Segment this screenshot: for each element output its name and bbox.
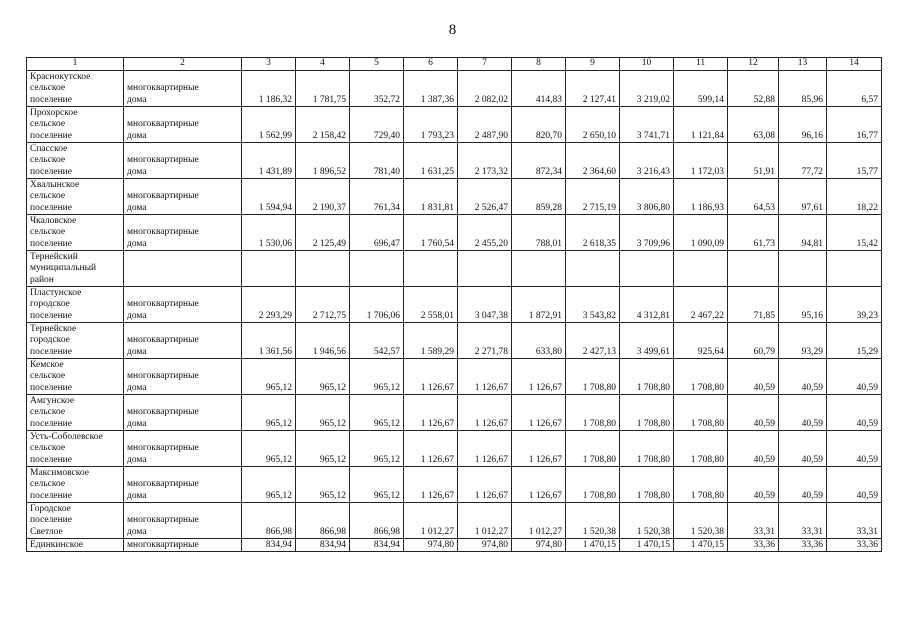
value-cell-col-9: 2 364,60 (566, 143, 620, 179)
table-row (27, 395, 882, 431)
table-row (27, 71, 882, 107)
value-cell-col-5: 965,12 (350, 395, 404, 431)
settlement-name-cell: Краснокутское сельское поселение (27, 71, 124, 107)
value-cell-col-10: 3 741,71 (620, 107, 674, 143)
table-row (27, 323, 882, 359)
value-cell-col-13: 93,29 (779, 323, 827, 359)
value-cell-col-14: 18,22 (827, 179, 882, 215)
column-header-14: 14 (827, 58, 882, 71)
value-cell-col-7: 2 455,20 (458, 215, 512, 251)
value-cell-col-9: 1 708,80 (566, 395, 620, 431)
housing-type-cell: многоквартирные дома (124, 143, 242, 179)
table-row (27, 179, 882, 215)
value-cell-col-5: 781,40 (350, 143, 404, 179)
value-cell-col-13: 40,59 (779, 467, 827, 503)
housing-type-cell: многоквартирные (124, 539, 242, 552)
value-cell-col-11: 599,14 (674, 71, 728, 107)
value-cell-col-8: 872,34 (512, 143, 566, 179)
settlement-name-cell: Максимовское сельское поселение (27, 467, 124, 503)
column-header-5: 5 (350, 58, 404, 71)
value-cell-col-11: 925,64 (674, 323, 728, 359)
value-cell-col-11: 1 172,03 (674, 143, 728, 179)
value-cell-col-11: 1 708,80 (674, 467, 728, 503)
settlement-name-cell: Прохорское сельское поселение (27, 107, 124, 143)
value-cell-col-9: 2 127,41 (566, 71, 620, 107)
value-cell-col-10: 1 708,80 (620, 467, 674, 503)
value-cell-col-5: 834,94 (350, 539, 404, 552)
value-cell-col-13: 40,59 (779, 395, 827, 431)
value-cell-col-7: 2 082,02 (458, 71, 512, 107)
table-body (27, 71, 882, 552)
value-cell-col-14 (827, 251, 882, 287)
value-cell-col-3: 2 293,29 (242, 287, 296, 323)
value-cell-col-12: 40,59 (728, 467, 779, 503)
value-cell-col-12 (728, 251, 779, 287)
value-cell-col-9: 2 650,10 (566, 107, 620, 143)
value-cell-col-13: 85,96 (779, 71, 827, 107)
value-cell-col-6: 1 126,67 (404, 467, 458, 503)
housing-type-cell: многоквартирные дома (124, 431, 242, 467)
tariff-table (26, 57, 882, 552)
column-header-9: 9 (566, 58, 620, 71)
value-cell-col-3: 1 431,89 (242, 143, 296, 179)
table-row (27, 215, 882, 251)
value-cell-col-7: 974,80 (458, 539, 512, 552)
value-cell-col-7: 2 526,47 (458, 179, 512, 215)
housing-type-cell: многоквартирные дома (124, 215, 242, 251)
table-row (27, 287, 882, 323)
value-cell-col-3: 965,12 (242, 359, 296, 395)
value-cell-col-7: 2 271,78 (458, 323, 512, 359)
value-cell-col-7: 1 126,67 (458, 395, 512, 431)
value-cell-col-9: 1 708,80 (566, 359, 620, 395)
value-cell-col-5: 965,12 (350, 467, 404, 503)
settlement-name-cell: Чкаловское сельское поселение (27, 215, 124, 251)
value-cell-col-9: 3 543,82 (566, 287, 620, 323)
value-cell-col-3: 1 594,94 (242, 179, 296, 215)
value-cell-col-7: 3 047,38 (458, 287, 512, 323)
value-cell-col-10: 3 499,61 (620, 323, 674, 359)
column-header-1: 1 (27, 58, 124, 71)
value-cell-col-12: 71,85 (728, 287, 779, 323)
value-cell-col-3: 965,12 (242, 395, 296, 431)
value-cell-col-11: 1 121,84 (674, 107, 728, 143)
value-cell-col-8 (512, 251, 566, 287)
value-cell-col-4: 965,12 (296, 431, 350, 467)
header-row (27, 58, 882, 71)
column-header-10: 10 (620, 58, 674, 71)
housing-type-cell: многоквартирные дома (124, 359, 242, 395)
value-cell-col-10: 3 709,96 (620, 215, 674, 251)
value-cell-col-4: 866,98 (296, 503, 350, 539)
value-cell-col-14: 40,59 (827, 395, 882, 431)
value-cell-col-6: 1 387,36 (404, 71, 458, 107)
value-cell-col-8: 1 872,91 (512, 287, 566, 323)
value-cell-col-6: 1 126,67 (404, 395, 458, 431)
settlement-name-cell: Тернейский муниципальный район (27, 251, 124, 287)
column-header-3: 3 (242, 58, 296, 71)
value-cell-col-3: 834,94 (242, 539, 296, 552)
value-cell-col-14: 39,23 (827, 287, 882, 323)
housing-type-cell: многоквартирные дома (124, 323, 242, 359)
value-cell-col-5: 965,12 (350, 431, 404, 467)
value-cell-col-6: 1 631,25 (404, 143, 458, 179)
column-header-2: 2 (124, 58, 242, 71)
value-cell-col-7: 1 012,27 (458, 503, 512, 539)
table-row (27, 503, 882, 539)
value-cell-col-3: 1 361,56 (242, 323, 296, 359)
value-cell-col-6: 974,80 (404, 539, 458, 552)
value-cell-col-14: 15,29 (827, 323, 882, 359)
table-row (27, 431, 882, 467)
value-cell-col-14: 6,57 (827, 71, 882, 107)
value-cell-col-4: 2 190,37 (296, 179, 350, 215)
value-cell-col-10: 1 708,80 (620, 395, 674, 431)
value-cell-col-7: 1 126,67 (458, 431, 512, 467)
value-cell-col-4: 965,12 (296, 395, 350, 431)
housing-type-cell (124, 251, 242, 287)
value-cell-col-10: 4 312,81 (620, 287, 674, 323)
value-cell-col-11: 1 186,93 (674, 179, 728, 215)
value-cell-col-3: 965,12 (242, 467, 296, 503)
value-cell-col-9: 1 470,15 (566, 539, 620, 552)
housing-type-cell: многоквартирные дома (124, 179, 242, 215)
value-cell-col-13: 40,59 (779, 359, 827, 395)
value-cell-col-8: 1 126,67 (512, 431, 566, 467)
value-cell-col-5 (350, 251, 404, 287)
value-cell-col-10 (620, 251, 674, 287)
value-cell-col-11: 1 090,09 (674, 215, 728, 251)
value-cell-col-8: 859,28 (512, 179, 566, 215)
value-cell-col-3: 1 186,32 (242, 71, 296, 107)
value-cell-col-11: 1 520,38 (674, 503, 728, 539)
housing-type-cell: многоквартирные дома (124, 467, 242, 503)
value-cell-col-13: 77,72 (779, 143, 827, 179)
value-cell-col-13: 33,36 (779, 539, 827, 552)
value-cell-col-12: 64,53 (728, 179, 779, 215)
settlement-name-cell: Усть-Соболевское сельское поселение (27, 431, 124, 467)
value-cell-col-14: 15,42 (827, 215, 882, 251)
table-row (27, 143, 882, 179)
value-cell-col-4: 965,12 (296, 467, 350, 503)
value-cell-col-8: 633,80 (512, 323, 566, 359)
column-header-4: 4 (296, 58, 350, 71)
value-cell-col-9: 2 715,19 (566, 179, 620, 215)
value-cell-col-4: 2 158,42 (296, 107, 350, 143)
value-cell-col-4: 1 896,52 (296, 143, 350, 179)
value-cell-col-6 (404, 251, 458, 287)
value-cell-col-10: 3 219,02 (620, 71, 674, 107)
value-cell-col-13: 40,59 (779, 431, 827, 467)
value-cell-col-5: 761,34 (350, 179, 404, 215)
value-cell-col-14: 40,59 (827, 431, 882, 467)
table-row (27, 107, 882, 143)
value-cell-col-12: 52,88 (728, 71, 779, 107)
value-cell-col-4: 1 781,75 (296, 71, 350, 107)
value-cell-col-6: 1 831,81 (404, 179, 458, 215)
table-row (27, 467, 882, 503)
housing-type-cell: многоквартирные дома (124, 71, 242, 107)
housing-type-cell: многоквартирные дома (124, 287, 242, 323)
value-cell-col-11: 1 708,80 (674, 431, 728, 467)
value-cell-col-14: 33,36 (827, 539, 882, 552)
value-cell-col-9: 1 708,80 (566, 431, 620, 467)
settlement-name-cell: Кемское сельское поселение (27, 359, 124, 395)
column-header-13: 13 (779, 58, 827, 71)
housing-type-cell: многоквартирные дома (124, 503, 242, 539)
settlement-name-cell: Спасское сельское поселение (27, 143, 124, 179)
value-cell-col-8: 1 126,67 (512, 395, 566, 431)
value-cell-col-6: 2 558,01 (404, 287, 458, 323)
value-cell-col-10: 1 708,80 (620, 359, 674, 395)
value-cell-col-13: 33,31 (779, 503, 827, 539)
value-cell-col-9: 2 618,35 (566, 215, 620, 251)
value-cell-col-8: 820,70 (512, 107, 566, 143)
settlement-name-cell: Единкинское (27, 539, 124, 552)
value-cell-col-5: 696,47 (350, 215, 404, 251)
value-cell-col-13: 95,16 (779, 287, 827, 323)
value-cell-col-11: 2 467,22 (674, 287, 728, 323)
value-cell-col-5: 729,40 (350, 107, 404, 143)
value-cell-col-14: 16,77 (827, 107, 882, 143)
value-cell-col-4: 2 712,75 (296, 287, 350, 323)
value-cell-col-3 (242, 251, 296, 287)
value-cell-col-4: 1 946,56 (296, 323, 350, 359)
value-cell-col-6: 1 012,27 (404, 503, 458, 539)
value-cell-col-14: 33,31 (827, 503, 882, 539)
value-cell-col-4: 965,12 (296, 359, 350, 395)
housing-type-cell: многоквартирные дома (124, 395, 242, 431)
value-cell-col-9: 2 427,13 (566, 323, 620, 359)
value-cell-col-12: 40,59 (728, 359, 779, 395)
value-cell-col-12: 33,31 (728, 503, 779, 539)
column-header-8: 8 (512, 58, 566, 71)
value-cell-col-8: 788,01 (512, 215, 566, 251)
value-cell-col-5: 866,98 (350, 503, 404, 539)
settlement-name-cell: Амгунское сельское поселение (27, 395, 124, 431)
table-row (27, 251, 882, 287)
value-cell-col-5: 542,57 (350, 323, 404, 359)
value-cell-col-3: 1 530,06 (242, 215, 296, 251)
page-number: 8 (448, 22, 457, 38)
value-cell-col-8: 1 012,27 (512, 503, 566, 539)
table-row (27, 539, 882, 552)
value-cell-col-13: 97,61 (779, 179, 827, 215)
value-cell-col-13: 94,81 (779, 215, 827, 251)
value-cell-col-5: 965,12 (350, 359, 404, 395)
value-cell-col-11 (674, 251, 728, 287)
value-cell-col-7: 1 126,67 (458, 359, 512, 395)
value-cell-col-12: 40,59 (728, 431, 779, 467)
value-cell-col-5: 352,72 (350, 71, 404, 107)
value-cell-col-8: 1 126,67 (512, 359, 566, 395)
value-cell-col-10: 1 708,80 (620, 431, 674, 467)
value-cell-col-12: 40,59 (728, 395, 779, 431)
value-cell-col-9: 1 708,80 (566, 467, 620, 503)
value-cell-col-7: 2 173,32 (458, 143, 512, 179)
value-cell-col-14: 40,59 (827, 467, 882, 503)
value-cell-col-6: 1 589,29 (404, 323, 458, 359)
value-cell-col-8: 1 126,67 (512, 467, 566, 503)
value-cell-col-8: 414,83 (512, 71, 566, 107)
table-row (27, 359, 882, 395)
column-header-7: 7 (458, 58, 512, 71)
value-cell-col-12: 61,73 (728, 215, 779, 251)
value-cell-col-14: 40,59 (827, 359, 882, 395)
value-cell-col-7: 1 126,67 (458, 467, 512, 503)
value-cell-col-11: 1 470,15 (674, 539, 728, 552)
settlement-name-cell: Хвалынское сельское поселение (27, 179, 124, 215)
housing-type-cell: многоквартирные дома (124, 107, 242, 143)
value-cell-col-10: 3 216,43 (620, 143, 674, 179)
value-cell-col-4 (296, 251, 350, 287)
value-cell-col-12: 63,08 (728, 107, 779, 143)
value-cell-col-6: 1 793,23 (404, 107, 458, 143)
value-cell-col-13 (779, 251, 827, 287)
value-cell-col-3: 866,98 (242, 503, 296, 539)
value-cell-col-10: 1 520,38 (620, 503, 674, 539)
settlement-name-cell: Городское поселение Светлое (27, 503, 124, 539)
value-cell-col-10: 3 806,80 (620, 179, 674, 215)
settlement-name-cell: Пластунское городское поселение (27, 287, 124, 323)
value-cell-col-4: 2 125,49 (296, 215, 350, 251)
value-cell-col-11: 1 708,80 (674, 395, 728, 431)
column-header-6: 6 (404, 58, 458, 71)
value-cell-col-13: 96,16 (779, 107, 827, 143)
value-cell-col-6: 1 126,67 (404, 359, 458, 395)
value-cell-col-8: 974,80 (512, 539, 566, 552)
value-cell-col-12: 60,79 (728, 323, 779, 359)
value-cell-col-7 (458, 251, 512, 287)
value-cell-col-11: 1 708,80 (674, 359, 728, 395)
value-cell-col-9 (566, 251, 620, 287)
value-cell-col-3: 1 562,99 (242, 107, 296, 143)
value-cell-col-6: 1 126,67 (404, 431, 458, 467)
value-cell-col-12: 51,91 (728, 143, 779, 179)
settlement-name-cell: Тернейское городское поселение (27, 323, 124, 359)
value-cell-col-12: 33,36 (728, 539, 779, 552)
value-cell-col-9: 1 520,38 (566, 503, 620, 539)
value-cell-col-10: 1 470,15 (620, 539, 674, 552)
column-header-11: 11 (674, 58, 728, 71)
column-header-12: 12 (728, 58, 779, 71)
value-cell-col-14: 15,77 (827, 143, 882, 179)
value-cell-col-6: 1 760,54 (404, 215, 458, 251)
value-cell-col-4: 834,94 (296, 539, 350, 552)
value-cell-col-7: 2 487,90 (458, 107, 512, 143)
value-cell-col-3: 965,12 (242, 431, 296, 467)
value-cell-col-5: 1 706,06 (350, 287, 404, 323)
